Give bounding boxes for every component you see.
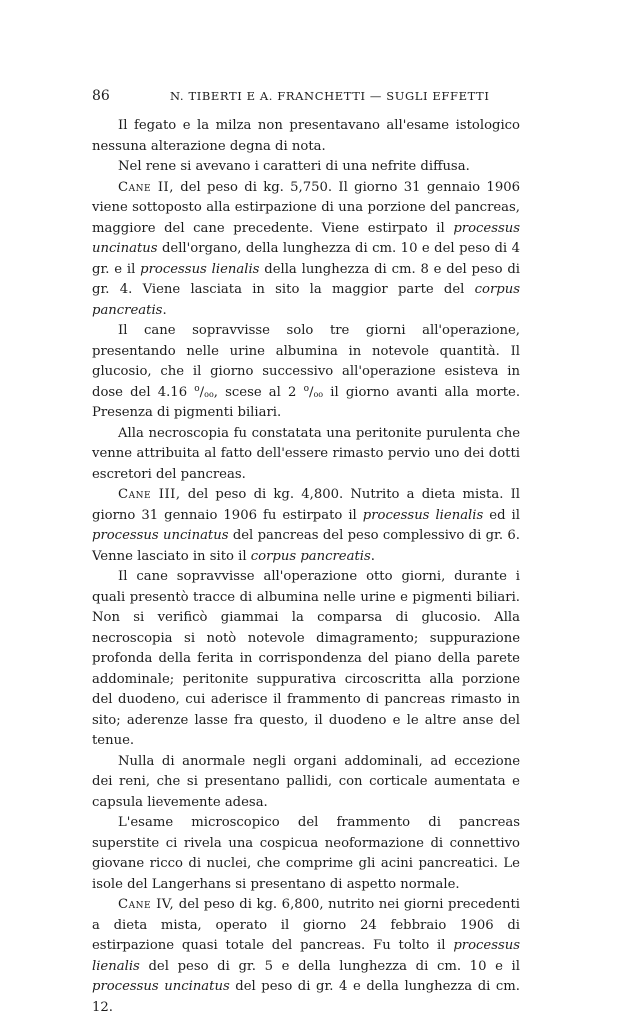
per-mille-sub: oo — [313, 389, 324, 399]
latin-term: processus uncinatus — [92, 220, 520, 256]
paragraph-text: ed il — [483, 507, 520, 523]
paragraph-cane-iv — [92, 895, 520, 1018]
paragraph-liver-spleen — [92, 116, 520, 157]
latin-term: processus lienalis — [140, 261, 260, 277]
paragraph-text: Il cane sopravvisse all'operazione otto giorni, durante i quali presentò tracce di albumina nelle urine e pigmenti biliari. Non si verificò giammai la comparsa di glucosio. Alla necroscopia si notò notevole dimagramento; suppurazione profonda della ferita in corrispondenza del piano della parete addominale; peritonite suppurativa circoscritta alla porzione del duodeno, cui aderisce il frammento di pancreas rimasto in sito; aderenze lasse fra questo, il duodeno e le altre anse del tenue. — [92, 569, 520, 748]
per-mille-sign: $^o/_{oo}$ — [303, 383, 324, 400]
case-label: Cane II, — [118, 179, 174, 195]
case-label: Cane IV, — [118, 897, 175, 912]
paragraph-cane-ii-necroscopy — [92, 424, 520, 486]
paragraph-text: della lunghezza di cm. 8 e del peso di gr. 4. Viene lasciata in sito la maggior parte del — [92, 261, 520, 297]
paragraph-text: . — [370, 548, 375, 564]
paragraph-text: . — [162, 302, 167, 318]
latin-term: corpus pancreatis — [92, 282, 520, 318]
paragraph-kidney — [92, 157, 520, 178]
case-label: Cane III, — [118, 487, 181, 502]
paragraph-text: del peso di kg. 6,800, nutrito nei giorni precedenti a dieta mista, operato il giorno 24 febbraio 1906 di estirpazione quasi totale del pancreas. Fu tolto il — [92, 897, 520, 953]
running-head — [92, 88, 532, 108]
paragraph-text: Il cane sopravvisse solo tre giorni all'operazione, presentando nelle urine albumina in notevole quantità. Il glucosio, che il giorno successivo all'operazione esisteva in dose del 4.16 — [92, 323, 520, 400]
body-text — [92, 116, 520, 1018]
per-mille-sup: o — [194, 383, 200, 394]
per-mille-sup: o — [303, 383, 309, 394]
latin-term: processus lienalis — [92, 938, 520, 974]
paragraph-text: Nel rene si avevano i caratteri di una nefrite diffusa. — [118, 159, 470, 174]
paragraph-cane-ii-survival — [92, 321, 520, 424]
latin-term: processus lienalis — [362, 507, 484, 523]
per-mille-sub: oo — [204, 389, 214, 399]
paragraph-text: del peso di gr. 4 e della lunghezza di cm. 12. — [92, 979, 520, 1015]
paragraph-text: , scese al 2 — [213, 384, 304, 400]
paragraph-text: del peso di gr. 5 e della lunghezza di cm. 10 e il — [139, 958, 520, 974]
paragraph-cane-iii-survival — [92, 567, 520, 752]
paragraph-text: del peso di kg. 4,800. Nutrito a dieta mista. Il giorno 31 gennaio 1906 fu estirpato il — [92, 487, 521, 523]
latin-term: processus uncinatus — [92, 979, 230, 994]
paragraph-text: Alla necroscopia fu constatata una peritonite purulenta che venne attribuita al fatto dell'essere rimasto pervio uno dei dotti escretori del pancreas. — [92, 425, 520, 482]
paragraph-text: il giorno avanti alla morte. Presenza di pigmenti biliari. — [92, 384, 521, 420]
latin-term: corpus pancreatis — [250, 548, 371, 564]
page-number: 86 — [92, 88, 110, 104]
per-mille-sign: $^o/_{oo}$ — [194, 383, 214, 400]
paragraph-text: del peso di kg. 5,750. Il giorno 31 gennaio 1906 viene sottoposto alla estirpazione di una porzione del pancreas, maggiore del cane precedente. Viene estirpato il — [92, 179, 520, 236]
latin-term: processus uncinatus — [92, 528, 229, 543]
paragraph-text: Nulla di anormale negli organi addominali, ad eccezione dei reni, che si presentano pallidi, con corticale aumentata e capsula lievemente adesa. — [92, 753, 520, 810]
paragraph-abdominal-organs — [92, 752, 520, 814]
paragraph-text: dell'organo, della lunghezza di cm. 10 e del peso di 4 gr. e il — [92, 241, 520, 277]
paragraph-cane-ii — [92, 178, 520, 322]
paragraph-text: Il fegato e la milza non presentavano all'esame istologico nessuna alterazione degna di nota. — [92, 118, 520, 154]
paragraph-text: del pancreas del peso complessivo di gr. 6. Venne lasciato in sito il — [92, 528, 520, 564]
paragraph-cane-iii — [92, 485, 520, 567]
paragraph-text: L'esame microscopico del frammento di pancreas superstite ci rivela una cospicua neoformazione di connettivo giovane ricco di nuclei, che comprime gli acini pancreatici. Le isole del Langerhans si presentano di aspetto normale. — [92, 815, 520, 892]
running-title: N. TIBERTI E A. FRANCHETTI — SUGLI EFFETTI — [170, 89, 490, 103]
paragraph-microscopic-exam — [92, 813, 520, 895]
